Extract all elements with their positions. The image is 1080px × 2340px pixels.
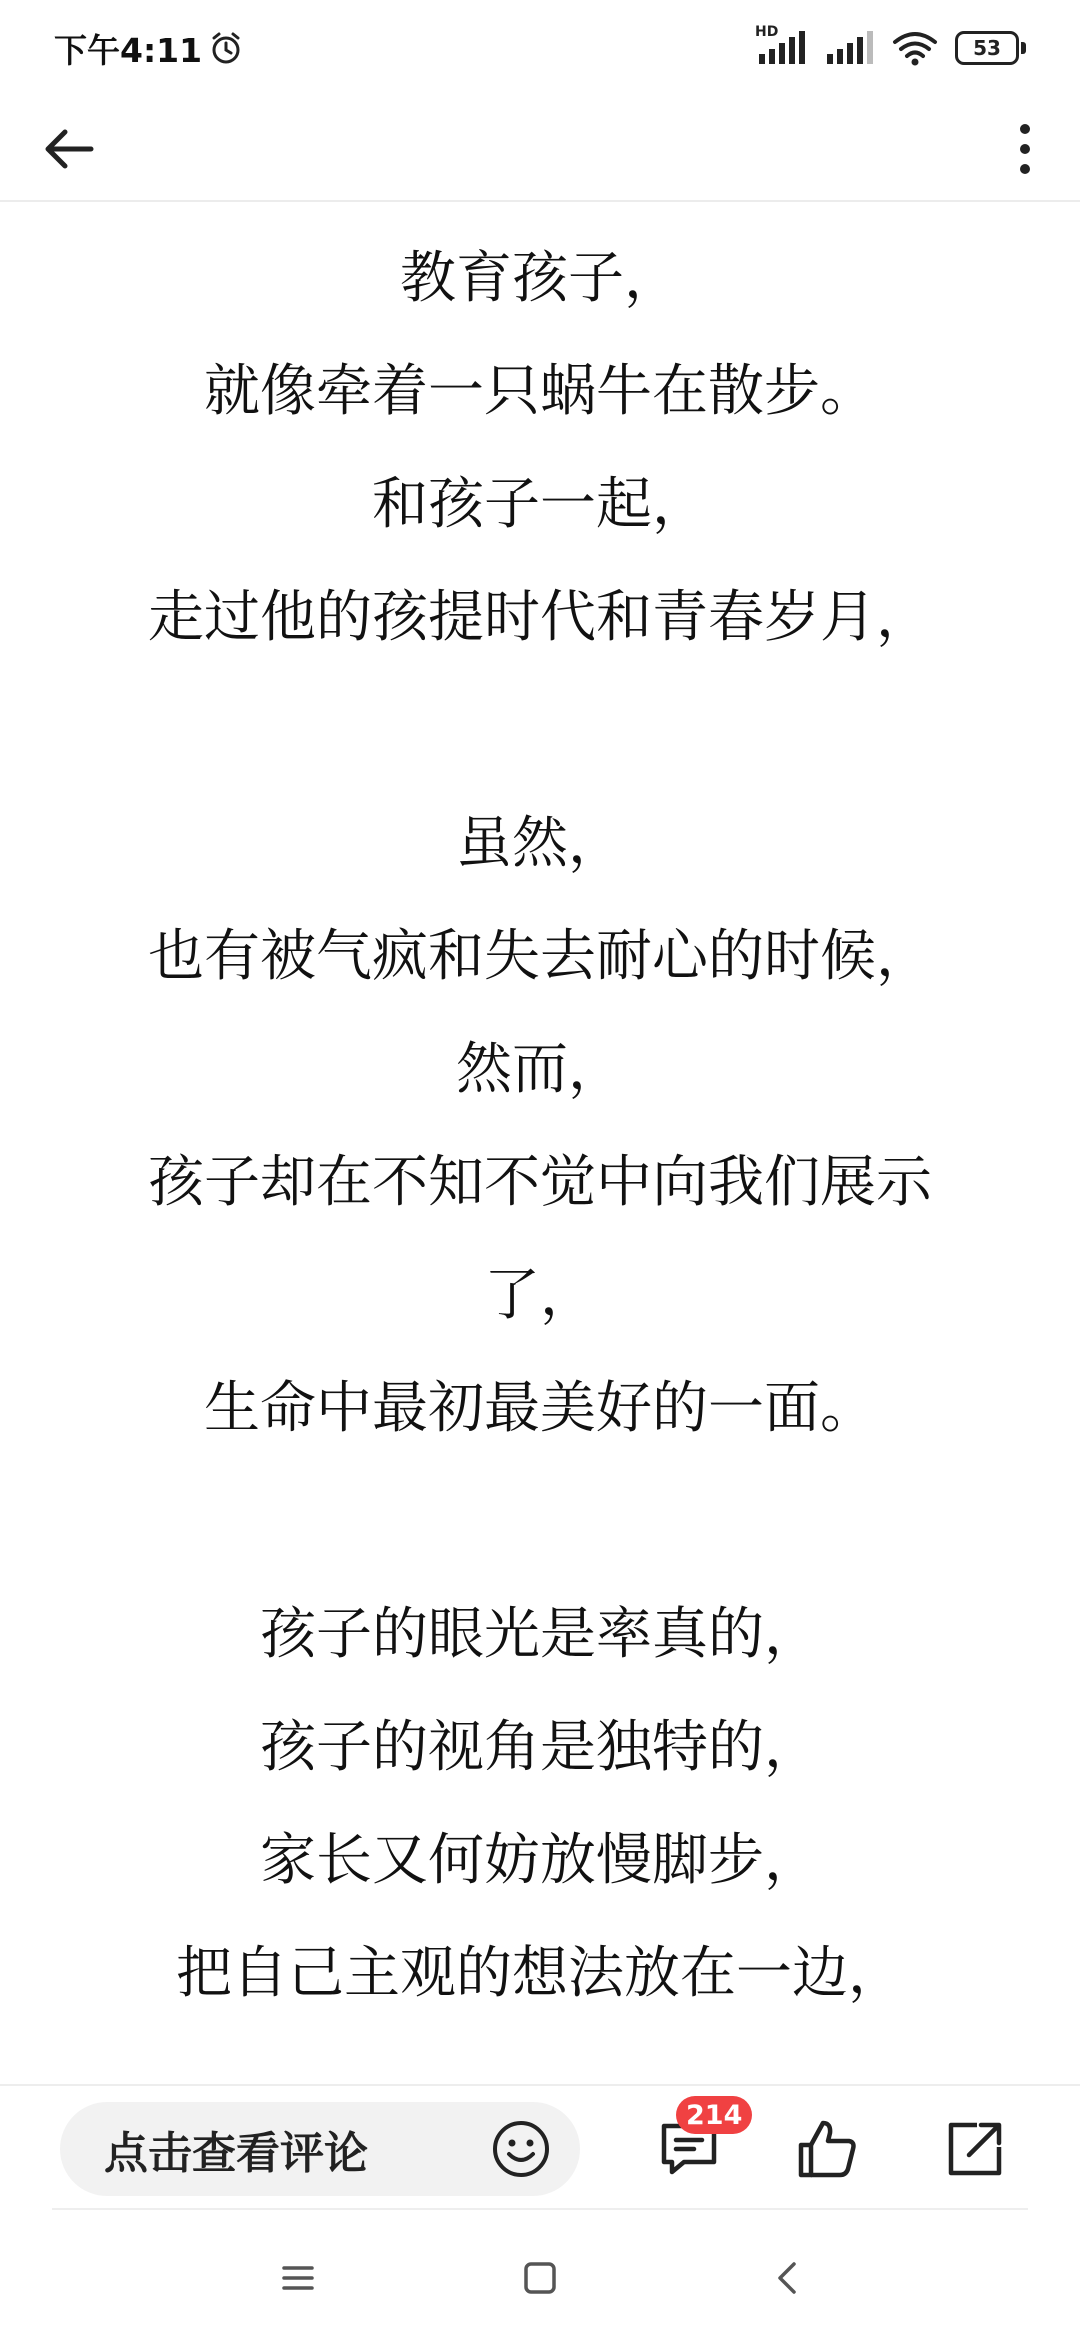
article-line: 和孩子一起， (372, 472, 708, 537)
battery-icon (955, 31, 1026, 65)
thumbs-up-icon (793, 2115, 861, 2183)
article-line: 走过他的孩提时代和青春岁月， (148, 585, 932, 650)
action-bar (0, 2084, 1080, 2208)
article-line: 就像牵着一只蜗牛在散步。 (204, 359, 876, 424)
back-button[interactable] (36, 116, 102, 182)
alarm-icon (208, 30, 244, 66)
article-line: 也有被气疯和失去耐心的时候， (148, 924, 932, 989)
article-blank-line (72, 1465, 1008, 1578)
article-line: 把自己主观的想法放在一边， (176, 1941, 904, 2006)
divider (52, 2208, 1028, 2210)
article-blank-line (72, 674, 1008, 787)
signal-hd-icon (755, 24, 809, 68)
comment-placeholder: 点击查看评论 (104, 2128, 368, 2179)
menu-icon (280, 2260, 316, 2296)
status-bar (0, 0, 1080, 96)
article-line: 教育孩子， (400, 246, 680, 311)
battery-level: 53 (955, 31, 1019, 65)
article-line: 孩子的眼光是率真的， (260, 1602, 820, 1667)
article-line: 孩子却在不知不觉中向我们展示 (148, 1150, 932, 1215)
share-icon (943, 2117, 1007, 2181)
more-button[interactable] (992, 116, 1058, 182)
article-line: 生命中最初最美好的一面。 (204, 1376, 876, 1441)
app-bar (0, 96, 1080, 202)
more-vertical-icon (1015, 121, 1035, 177)
comment-input-button[interactable] (60, 2102, 580, 2196)
recent-apps-button[interactable] (268, 2248, 328, 2308)
article-line: 然而， (456, 1037, 624, 1102)
article-line: 孩子的视角是独特的， (260, 1715, 820, 1780)
article-line: 了， (484, 1263, 596, 1328)
article-content (0, 222, 1080, 2030)
share-button[interactable] (932, 2106, 1018, 2192)
network-label: HD (755, 24, 779, 40)
nav-back-icon (770, 2260, 806, 2296)
comment-count-badge: 214 (676, 2096, 752, 2134)
system-nav-bar (0, 2220, 1080, 2340)
signal-icon (825, 28, 875, 68)
wifi-icon (891, 28, 939, 68)
system-back-button[interactable] (758, 2248, 818, 2308)
status-icons (755, 24, 1026, 68)
like-button[interactable] (784, 2106, 870, 2192)
back-arrow-icon (39, 119, 99, 179)
status-time: 下午4:11 (54, 30, 203, 70)
article-line: 家长又何妨放慢脚步， (260, 1828, 820, 1893)
emoji-icon[interactable] (490, 2118, 552, 2180)
article-line: 虽然， (456, 811, 624, 876)
home-button[interactable] (510, 2248, 570, 2308)
home-square-icon (522, 2260, 558, 2296)
